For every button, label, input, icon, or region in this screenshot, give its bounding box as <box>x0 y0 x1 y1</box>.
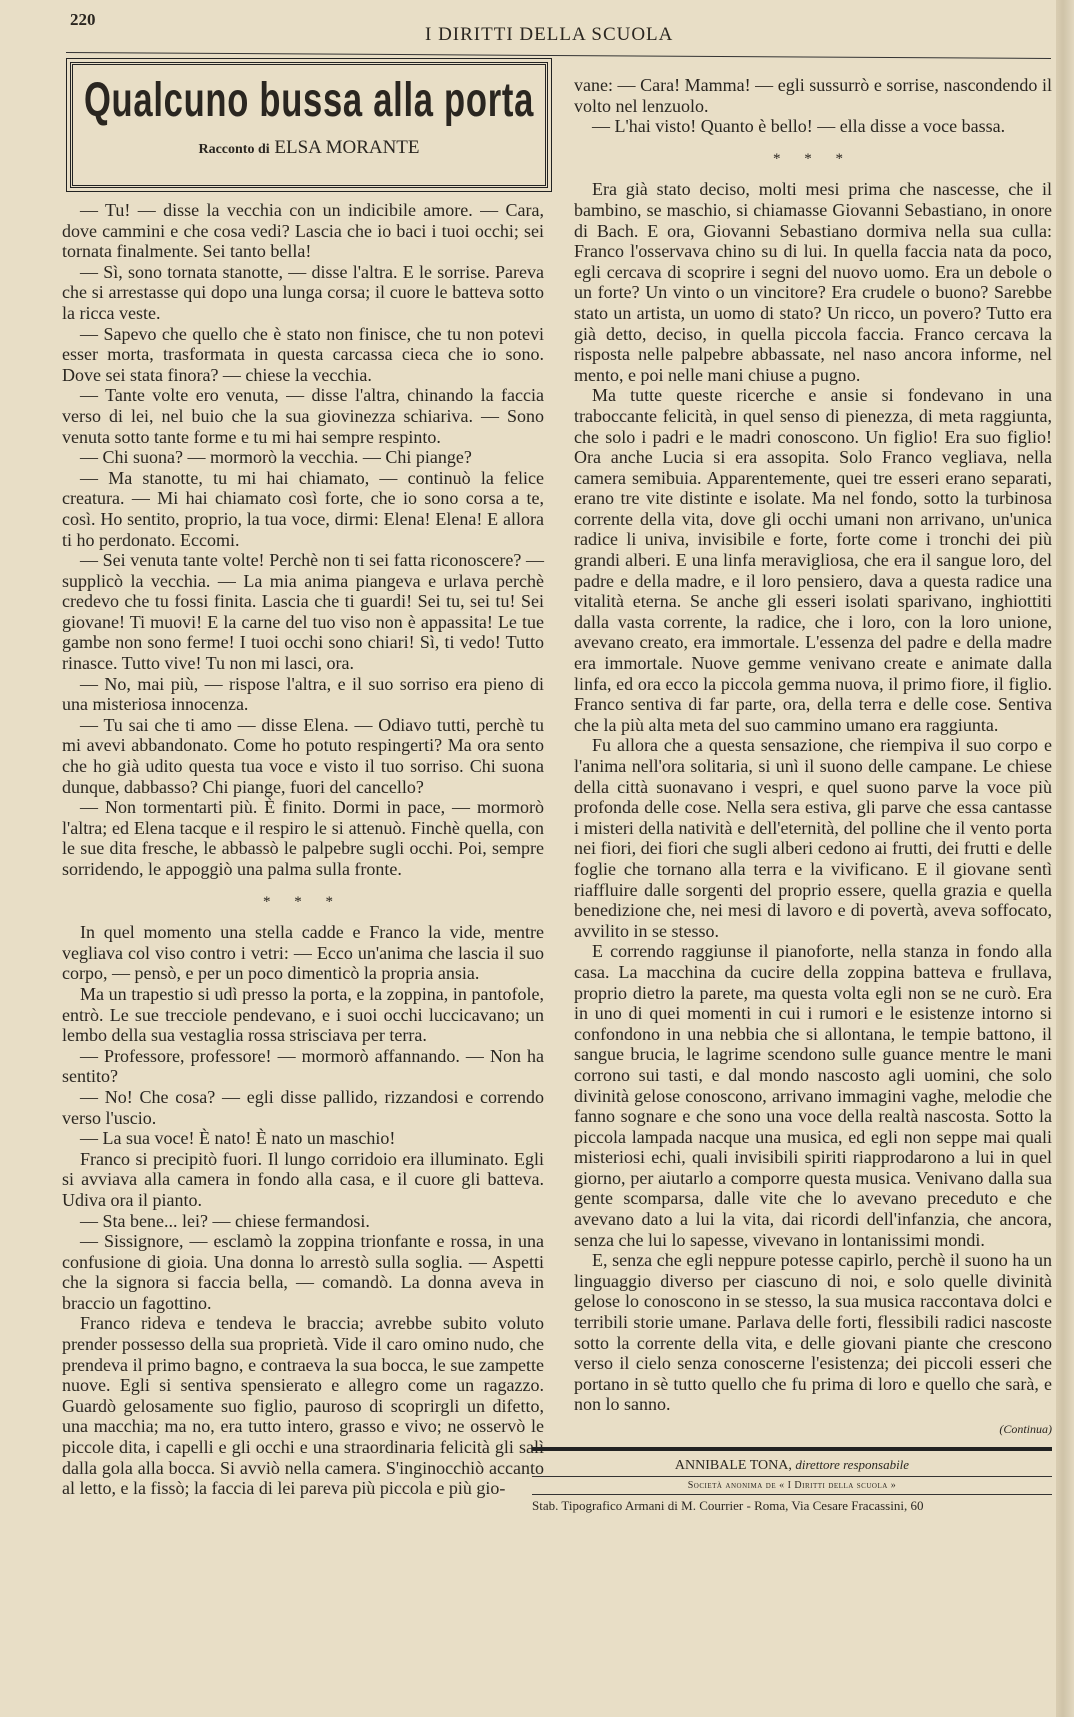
continued-note: (Continua) <box>999 1422 1052 1436</box>
paragraph: — Sei venuta tante volte! Perchè non ti sei fatta riconoscere? — supplicò la vecchia. — La mia anima piangeva e urlava perchè credevo che tu fossi finita. Lascia che ti guardi! Sei tu, sei tu! Sei giovane! Ti muovi! E la carne del tuo viso non è appassita! Le tue gambe non sono ferme! I tuoi occhi sono chiari! Sì, ti vedo! Tutto rinasce. Tutto vive! Tu non mi lasci, ora. <box>62 550 544 674</box>
paragraph: — Sapevo che quello che è stato non finisce, che tu non potevi esser morta, trasformata in questa carcassa cieca che io sono. Dove sei stata finora? — chiese la vecchia. <box>62 323 544 385</box>
byline <box>73 137 545 159</box>
left-column <box>62 200 544 1499</box>
director-name: ANNIBALE TONA, <box>674 1458 792 1473</box>
paragraph: — Tante volte ero venuta, — disse l'altra, chinando la faccia verso di lei, nel buio che la sua giovinezza schiariva. — Sono venuta sotto tante forme e tu mi hai sempre respinto. <box>62 385 544 447</box>
colophon-rule <box>532 1447 1052 1451</box>
paragraph: — Sì, sono tornata stanotte, — disse l'altra. E le sorrise. Pareva che si arrestasse qui dopo una lunga corsa; il cuore le batteva sotto la ricca veste. <box>62 261 544 323</box>
paragraph: — Professore, professore! — mormorò affannando. — Non ha sentito? <box>62 1045 544 1087</box>
article-title: Qualcuno bussa alla porta <box>83 74 535 127</box>
paragraph: vane: — Cara! Mamma! — egli sussurrò e sorrise, nascondendo il volto nel lenzuolo. <box>574 75 1052 116</box>
paragraph: — Non tormentarti più. È finito. Dormi in pace, — mormorò l'altra; ed Elena tacque e il respiro le si attenuò. Finchè quella, con le sue dita fresche, le abbassò le palpebre sugli occhi. Poi, sempre sorridendo, le appoggiò una palma sulla fronte. <box>62 797 544 879</box>
section-separator: * * * <box>773 150 853 167</box>
paragraph: — Ma stanotte, tu mi hai chiamato, — continuò la felice creatura. — Mi hai chiamato così forte, che io sono corsa a te, così. Ho sentito, proprio, la tua voce, dirmi: Elena! Elena! E allora ti ho perdonato. Eccomi. <box>62 467 544 550</box>
paragraph: Ma tutte queste ricerche e ansie si fondevano in una traboccante felicità, in quel senso di pienezza, di meta raggiunta, che solo i padri e le madri conoscono. Un figlio! Era suo figlio! Ora anche Lucia si era assopita. Solo Franco vegliava, nella camera semibuia. Apparentemente, quei tre esseri erano separati, erano tre vite distinte e isolate. Ma nel fondo, sotto la turbinosa corrente della vita, dove gli occhi umani non arrivano, un'unica radice li univa, invisibile e forte, forte come i tronchi dei più grandi alberi. E una linfa meravigliosa, che era il sangue loro, del padre e della madre, e il loro pensiero, dava a questa radice una vitalità eterna. Se anche gli esseri isolati sparivano, inghiottiti dalla vasta corrente, la radice, che i loro, con la loro unione, avevano creato, era immortale. L'essenza del padre e della madre era immortale. Nuove gemme venivano create e animate dalla linfa, ed ora ecco la piccola gemma nuova, il primo fiore, il figlio. Franco sentiva di far parte, ora, della terra e delle cose. Sentiva che la più alta meta del suo cammino umano era raggiunta. <box>574 385 1052 735</box>
paragraph: In quel momento una stella cadde e Franco la vide, mentre vegliava col viso contro i vetri: — Ecco un'anima che lascia il suo corpo, — pensò, e per un poco dimenticò la propria ansia. <box>62 922 544 984</box>
section-separator: * * * <box>263 893 343 910</box>
director-line <box>532 1455 1052 1476</box>
byline-prefix: Racconto di <box>198 142 270 157</box>
paragraph: — Tu sai che ti amo — disse Elena. — Odiavo tutti, perchè tu mi avevi abbandonato. Come ho potuto respingerti? Ma ora sento che ho già udito questa tua voce e visto il tuo sorriso. Chi suona dunque, dabbasso? Chi piange, fuori del cancello? <box>62 714 544 797</box>
paragraph: — Tu! — disse la vecchia con un indicibile amore. — Cara, dove cammini e che cosa vedi? Lascia che io baci i tuoi occhi; sei tornata finalmente. Sei tanto bella! <box>62 200 544 262</box>
paragraph: Ma un trapestio si udì presso la porta, e la zoppina, in pantofole, entrò. Le sue trecciole pendevano, e i suoi occhi luccicavano; un lembo della sua vestaglia rossa strisciava per terra. <box>62 983 544 1046</box>
paragraph: Era già stato deciso, molti mesi prima che nascesse, che il bambino, se maschio, si chiamasse Giovanni Sebastiano, in onore di Bach. E ora, Giovanni Sebastiano dormiva nella sua culla: Franco l'osservava chino su di lui. In quella faccia nata da poco, egli cercava di scoprire i segni del nuovo uomo. Era un debole o un forte? Un vinto o un vincitore? Era crudele o buono? Sarebbe stato un artista, un uomo di stato? Un ricco, un povero? Tutto era già detto, deciso, in quella piccola faccia. Franco cercava la risposta nelle palpebre abbassate, nel naso ancora informe, nel mento, e poi nelle mani chiuse a pugno. <box>574 179 1052 385</box>
colophon <box>532 1447 1052 1517</box>
paragraph: Franco si precipitò fuori. Il lungo corridoio era illuminato. Egli si avviava alla camera in fondo alla casa, e il cuore gli batteva. Udiva ora il pianto. <box>62 1148 544 1210</box>
right-column <box>532 75 1052 1517</box>
printer-line: Stab. Tipografico Armani di M. Courrier - Roma, Via Cesare Fracassini, 60 <box>532 1498 924 1513</box>
paragraph: — La sua voce! È nato! È nato un maschio! <box>80 1128 396 1149</box>
paragraph: E, senza che egli neppure potesse capirlo, perchè il suono ha un linguaggio diverso per ciascuno di noi, e solo quelle divinità gelose lo conoscono in se stesso, la sua musica raccontava dolci e terribili storie umane. Parlava delle forti, flessibili radici nascoste sotto la corrente della vita, e delle giovani piante che crescono verso il cielo senza conoscerne l'esistenza; dei piccoli esseri che portano in sè tutto quello che fu prima di loro e quello che sarà, e non lo sanno. <box>574 1250 1052 1415</box>
running-title: I DIRITTI DELLA SCUOLA <box>425 24 674 45</box>
paragraph: Franco rideva e tendeva le braccia; avrebbe subito voluto prender possesso della sua proprietà. Vide il caro omino nudo, che prendeva il primo bagno, e contraeva la sua bocca, le sue zampette nuove. Egli si sentiva spensierato e allegro come un ragazzo. Guardò gelosamente suo figlio, pauroso di scoprirgli un difetto, una macchia; ma no, era tutto intero, grasso e vivo; ne osservò le piccole dita, i capelli e gli occhi e una straordinaria felicità gli salì dalla gola alla bocca. Si avviò nella camera. S'inginocchiò accanto al letto, e la fissò; la faccia di lei pareva più piccola e più gio- <box>62 1313 544 1499</box>
paragraph: Fu allora che a questa sensazione, che riempiva il suo corpo e l'anima nell'ora solitaria, si unì il suono delle campane. Le chiese della città suonavano i vespri, e quel suono parve la voce più profonda delle cose. Nella sera estiva, gli parve che essa cantasse i misteri della natività e dell'eternità, del polline che il vento porta nei fiori, dei fiori che sugli alberi cedono ai frutti, dei frutti e delle foglie che tornano alla terra e la vivificano. E il giovane sentì riaffluire dalle sorgenti del proprio essere, quella grazia e quella benedizione che, nei mesi di lavoro e di povertà, aveva soffocato, avvilito in se stesso. <box>574 735 1052 941</box>
director-role: direttore responsabile <box>795 1457 910 1472</box>
paragraph: — Sta bene... lei? — chiese fermandosi. <box>80 1210 370 1231</box>
paragraph: — L'hai visto! Quanto è bello! — ella disse a voce bassa. <box>592 116 1006 137</box>
paragraph: E correndo raggiunse il pianoforte, nella stanza in fondo alla casa. La macchina da cucire della zoppina batteva e frullava, proprio dietro la parete, ma questa volta egli non se ne curò. Era in uno di quei momenti in cui i rumori e le esistenze intorno si confondono in una nebbia che si allontana, le tempie battono, il sangue brucia, le lagrime scendono sulle guance mentre le mani corrono sui tasti, e dal mondo nascosto agli uomini, che solo divinità gelose conoscono, arrivano immagini vaghe, melodie che fanno sognare e che sono una voce della realtà nascosta. Sotto la piccola lampada nacque una musica, ed egli non seppe mai quali misteriosi echi, quali invisibili spiriti riapprodarono a lui in quel giorno, per aiutarlo a comporre questa musica. Venivano dalla sua gente scomparsa, dalle vite che lo avevano preceduto e che avevano dato a lui la vita, dai ricordi dell'infanzia, che ancora, senza che lui lo sapesse, vivevano in lontanissimi mondi. <box>574 941 1052 1250</box>
paragraph: — Chi suona? — mormorò la vecchia. — Chi piange? <box>80 447 472 468</box>
paragraph: — No! Che cosa? — egli disse pallido, rizzandosi e correndo verso l'uscio. <box>62 1086 544 1128</box>
header-rule <box>66 52 1051 59</box>
publisher-line: Società anonima de « I Diritti della scuola » <box>687 1480 897 1491</box>
paragraph: — Sissignore, — esclamò la zoppina trionfante e rossa, in una confusione di gioia. Una donna lo arrestò sulla soglia. — Aspetti che la signora si faccia bella, — comandò. La donna aveva in braccio un fagottino. <box>62 1231 544 1313</box>
title-box <box>70 62 548 188</box>
author-name: ELSA MORANTE <box>274 137 420 158</box>
page-number: 220 <box>70 10 96 29</box>
paragraph: — No, mai più, — rispose l'altra, e il suo sorriso era pieno di una misteriosa innocenza. <box>62 673 544 715</box>
page-edge <box>1056 0 1074 1717</box>
